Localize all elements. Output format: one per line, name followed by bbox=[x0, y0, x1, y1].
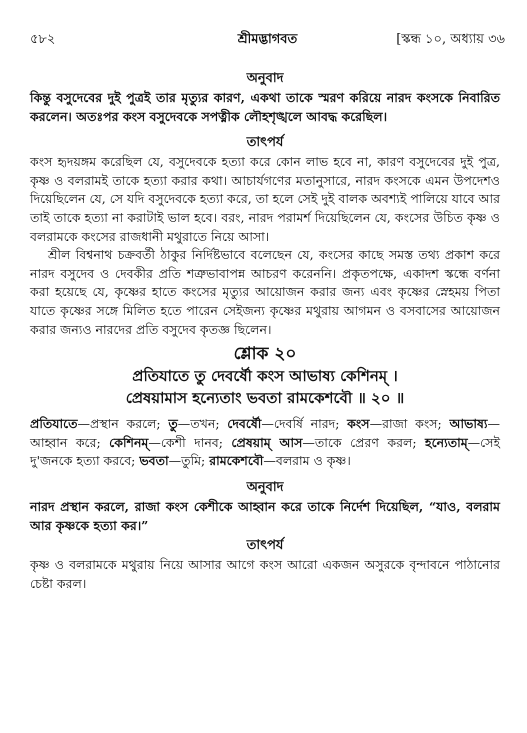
purport-paragraph-3: কৃষ্ণ ও বলরামকে মথুরায় নিয়ে আসার আগে কংস আরো একজন অসুরকে বৃন্দাবনে পাঠানোর চেষ্টা করল। bbox=[30, 557, 500, 591]
synonym-meaning: —সেই দু'জনকে হত্যা করবে; bbox=[30, 434, 500, 469]
purport-heading: তাৎপর্য bbox=[246, 135, 284, 151]
page-content bbox=[30, 68, 500, 593]
book-title: শ্রীমদ্ভাগবত bbox=[237, 32, 298, 47]
synonym-meaning: —রাজা কংস; bbox=[369, 416, 450, 432]
synonym-meaning: —প্রস্থান করলে; bbox=[77, 416, 169, 432]
translation-heading: অনুবাদ bbox=[246, 71, 284, 86]
section-reference: [স্কন্ধ ১০, অধ্যায় ৩৬ bbox=[396, 32, 505, 47]
synonym-term: কেশিনম্ bbox=[109, 434, 149, 450]
verse-line-2: প্রেষয়ামাস হন্যেতাং ভবতা রামকেশবৌ ॥ ২০ ॥ bbox=[125, 389, 405, 408]
page-header bbox=[30, 30, 505, 52]
synonym-meaning: —তুমি; bbox=[168, 453, 210, 469]
synonym-term: প্রেষয়াম্ আস bbox=[231, 434, 303, 450]
synonym-term: হন্যেতাম্ bbox=[425, 434, 468, 450]
synonym-term: তু bbox=[168, 416, 178, 432]
synonym-meaning: —বলরাম ও কৃষ্ণ। bbox=[263, 453, 351, 469]
translation-text: কিন্তু বসুদেবের দুই পুত্রই তার মৃত্যুর কারণ, একথা তাকে স্মরণ করিয়ে নারদ কংসকে নিবারিত করলেন। অতঃপর কংস বসুদেবকে সপত্নীক লৌহশৃঙ্খলে আবদ্ধ করেছিল। bbox=[30, 90, 500, 124]
synonym-term: ভবতা bbox=[139, 453, 169, 469]
translation-heading-2: অনুবাদ bbox=[246, 479, 284, 495]
translation-text-2: নারদ প্রস্থান করলে, রাজা কংস কেশীকে আহ্বান করে তাকে নির্দেশ দিয়েছিল, “যাও, বলরাম আর কৃষ্ণকে হত্যা কর।” bbox=[30, 498, 500, 533]
synonym-term: আভাষ্য bbox=[449, 416, 488, 432]
synonym-meaning: —আহ্বান করে; bbox=[30, 416, 500, 450]
synonym-meaning: —তখন; bbox=[177, 416, 228, 432]
purport-paragraph-2: শ্রীল বিশ্বনাথ চক্রবর্তী ঠাকুর নির্দিষ্টভাবে বলেছেন যে, কংসের কাছে সমস্ত তথ্য প্রকাশ করে নারদ বসুদেব ও দেবকীর প্রতি শত্রুভাবাপন্ন আচরণ করেননি। প্রকৃতপক্ষে, একাদশ স্কন্ধে বর্ণনা করা হয়েছে যে, কৃষ্ণের হাতে কংসের মৃত্যুর আয়োজন করার জন্য এবং কৃষ্ণের স্নেহময় পিতা যাতে কৃষ্ণের সঙ্গে মিলিত হতে পারেন সেইজন্য কৃষ্ণের মথুরায় আগমন ও বসবাসের আয়োজন করার জন্যও নারদের প্রতি বসুদেব কৃতজ্ঞ ছিলেন। bbox=[30, 247, 500, 337]
page-number: ৫৮২ bbox=[30, 32, 56, 47]
synonym-term: কংস bbox=[347, 416, 370, 432]
synonym-term: দেবর্ষৌ bbox=[227, 416, 262, 432]
synonym-term: প্রতিযাতে bbox=[30, 416, 78, 432]
purport-heading-2: তাৎপর্য bbox=[246, 538, 284, 554]
synonym-meaning: —তাকে প্রেরণ করল; bbox=[302, 434, 426, 450]
verse-number: শ্লোক ২০ bbox=[233, 344, 297, 365]
purport-paragraph-1: কংস হৃদয়ঙ্গম করেছিল যে, বসুদেবকে হত্যা করে কোন লাভ হবে না, কারণ বসুদেবের দুই পুত্র, কৃষ্ণ ও বলরামই তাকে হত্যা করার কথা। আচার্যগণের মতানুসারে, নারদ কংসকে এমন উপদেশও দিয়েছিলেন যে, সে যদি বসুদেবকে হত্যা করে, তা হলে সেই দুই বালক অবশ্যই পালিয়ে যাবে আর তাই তাকে হত্যা না করাটাই ভাল হবে। বরং, নারদ পরামর্শ দিয়েছিলেন যে, কংসের উচিত কৃষ্ণ ও বলরামকে কংসের রাজধানী মথুরাতে নিয়ে আসা। bbox=[30, 154, 500, 244]
synonym-term: রামকেশবৌ bbox=[209, 453, 264, 469]
word-for-word bbox=[30, 415, 500, 471]
verse-line-1: প্রতিযাতে তু দেবর্ষৌ কংস আভাষ্য কেশিনম্ । bbox=[132, 367, 398, 386]
synonym-meaning: —কেশী দানব; bbox=[148, 434, 232, 450]
synonym-meaning: —দেবর্ষি নারদ; bbox=[261, 416, 348, 432]
